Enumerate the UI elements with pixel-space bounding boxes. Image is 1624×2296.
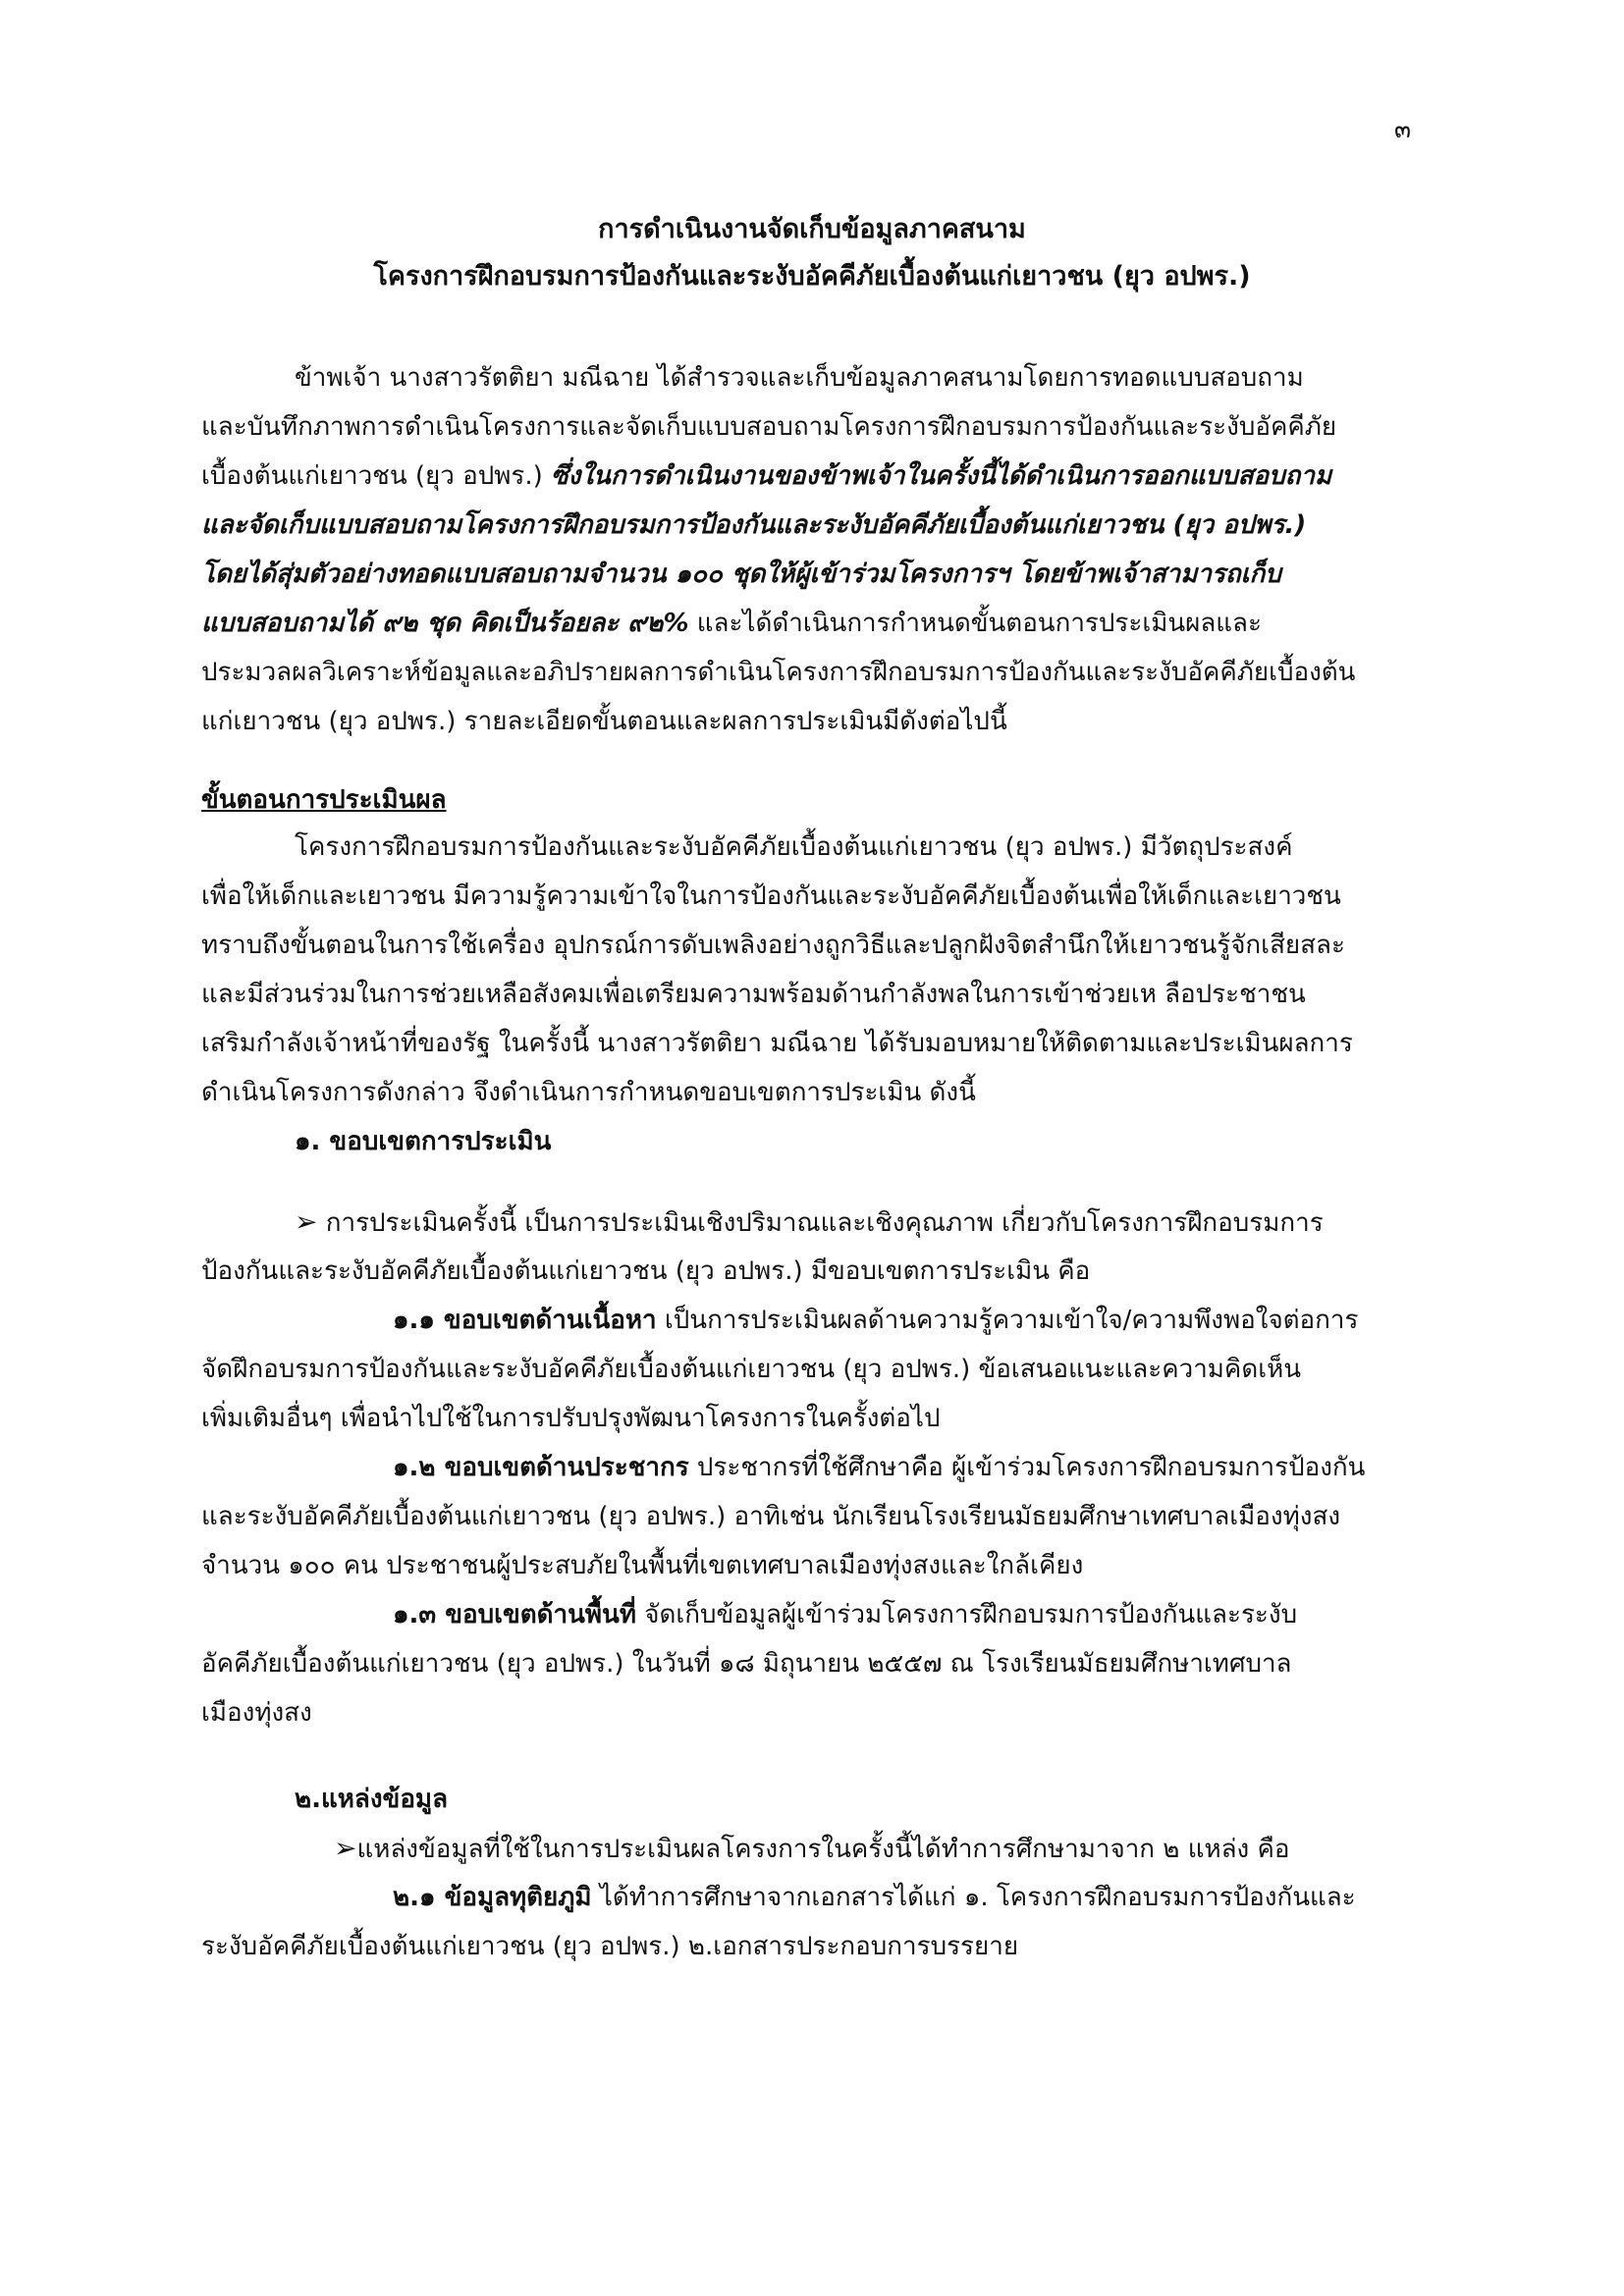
scope-1-3-line-3: เมืองทุ่งสง	[201, 1698, 312, 1728]
scope-1-1-label: ๑.๑ ขอบเขตด้านเนื้อหา	[393, 1306, 657, 1335]
steps-line-4: และมีส่วนร่วมในการช่วยเหลือสังคมเพื่อเตรียมความพร้อมด้านกำลังพลในการเข้าช่วยเห ลือประชาชน	[201, 980, 1306, 1009]
steps-line-6: ดำเนินโครงการดังกล่าว จึงดำเนินการกำหนดขอบเขตการประเมิน ดังนี้	[201, 1078, 976, 1107]
arrow-bullet-icon: ➢	[295, 1205, 318, 1238]
intro-line-3-emphasis: ซึ่งในการดำเนินงานของข้าพเจ้าในครั้งนี้ได้ดำเนินการออกแบบสอบถาม	[551, 461, 1332, 491]
sources-2-1-label: ๒.๑ ข้อมูลทุติยภูมิ	[393, 1883, 592, 1912]
scope-1-2-line-3: จำนวน ๑๐๐ คน ประชาชนผู้ประสบภัยในพื้นที่เขตเทศบาลเมืองทุ่งสงและใกล้เคียง	[201, 1551, 1084, 1580]
scope-1-3-text: จัดเก็บข้อมูลผู้เข้าร่วมโครงการฝึกอบรมการป้องกันและระงับ	[635, 1600, 1298, 1629]
scope-1-1-line-1	[393, 1298, 1434, 1343]
scope-bullet-text: การประเมินครั้งนี้ เป็นการประเมินเชิงปริมาณและเชิงคุณภาพ เกี่ยวกับโครงการฝึกอบรมการ	[317, 1208, 1324, 1238]
scope-bullet-line-1	[295, 1200, 1434, 1246]
scope-1-3-line-2: อัคคีภัยเบื้องต้นแก่เยาวชน (ยุว อปพร.) ในวันที่ ๑๘ มิถุนายน ๒๕๕๗ ณ โรงเรียนมัธยมศึกษาเทศบาล	[201, 1649, 1292, 1679]
intro-line-2: และบันทึกภาพการดำเนินโครงการและจัดเก็บแบบสอบถามโครงการฝึกอบรมการป้องกันและระงับอัคคีภัย	[201, 412, 1337, 442]
intro-line-1: ข้าพเจ้า นางสาวรัตติยา มณีฉาย ได้สำรวจและเก็บข้อมูลภาคสนามโดยการทอดแบบสอบถาม	[295, 363, 1304, 393]
section-heading-steps: ขั้นตอนการประเมินผล	[201, 785, 447, 815]
scope-1-3-label: ๑.๓ ขอบเขตด้านพื้นที่	[393, 1600, 636, 1629]
sources-2-1-text: ได้ทำการศึกษาจากเอกสารได้แก่ ๑. โครงการฝึกอบรมการป้องกันและ	[591, 1883, 1356, 1912]
intro-line-3	[201, 454, 1434, 499]
scope-1-2-line-2: และระงับอัคคีภัยเบื้องต้นแก่เยาวชน (ยุว อปพร.) อาทิเช่น นักเรียนโรงเรียนมัธยมศึกษาเทศบาลเมืองทุ่งสง	[201, 1502, 1341, 1531]
scope-bullet-line-2: ป้องกันและระงับอัคคีภัยเบื้องต้นแก่เยาวชน (ยุว อปพร.) มีขอบเขตการประเมิน คือ	[201, 1256, 1091, 1286]
sources-2-1-line-2: ระงับอัคคีภัยเบื้องต้นแก่เยาวชน (ยุว อปพร.) ๒.เอกสารประกอบการบรรยาย	[201, 1932, 1019, 1961]
arrow-bullet-icon: ➢	[334, 1832, 357, 1864]
page-number: ๓	[1394, 115, 1412, 143]
intro-line-8: แก่เยาวชน (ยุว อปพร.) รายละเอียดขั้นตอนและผลการประเมินมีดังต่อไปนี้	[201, 707, 1007, 736]
scope-1-3-line-1	[393, 1592, 1434, 1637]
scope-1-1-line-3: เพิ่มเติมอื่นๆ เพื่อนำไปใช้ในการปรับปรุงพัฒนาโครงการในครั้งต่อไป	[201, 1404, 941, 1433]
scope-1-1-text: เป็นการประเมินผลด้านความรู้ความเข้าใจ/ความพึงพอใจต่อการ	[656, 1306, 1359, 1335]
steps-line-3: ทราบถึงขั้นตอนในการใช้เครื่อง อุปกรณ์การดับเพลิงอย่างถูกวิธีและปลูกฝังจิตสำนึกให้เยาวชนรู้จักเสียสละ	[201, 931, 1345, 960]
document-title	[147, 206, 1477, 300]
sources-bullet-line	[334, 1826, 1434, 1872]
scope-heading: ๑. ขอบเขตการประเมิน	[295, 1127, 552, 1156]
intro-line-6-plain: และได้ดำเนินการกำหนดขั้นตอนการประเมินผลและ	[688, 609, 1262, 638]
scope-1-2-text: ประชากรที่ใช้ศึกษาคือ ผู้เข้าร่วมโครงการฝึกอบรมการป้องกัน	[688, 1453, 1366, 1482]
steps-line-5: เสริมกำลังเจ้าหน้าที่ของรัฐ ในครั้งนี้ นางสาวรัตติยา มณีฉาย ได้รับมอบหมายให้ติดตามและประเมินผลการ	[201, 1029, 1353, 1058]
title-line-2: โครงการฝึกอบรมการป้องกันและระงับอัคคีภัยเบื้องต้นแก่เยาวชน (ยุว อปพร.)	[373, 261, 1251, 292]
steps-line-2: เพื่อให้เด็กและเยาวชน มีความรู้ความเข้าใจในการป้องกันและระงับอัคคีภัยเบื้องต้นเพื่อให้เด็กและเยาวชน	[201, 881, 1341, 911]
intro-line-5: โดยได้สุ่มตัวอย่างทอดแบบสอบถามจำนวน ๑๐๐ ชุดให้ผู้เข้าร่วมโครงการฯ โดยข้าพเจ้าสามารถเก็บ	[201, 560, 1281, 589]
intro-line-3-plain: เบื้องต้นแก่เยาวชน (ยุว อปพร.)	[201, 461, 552, 491]
intro-line-7: ประมวลผลวิเคราะห์ข้อมูลและอภิปรายผลการดำเนินโครงการฝึกอบรมการป้องกันและระงับอัคคีภัยเบื้องต้น	[201, 658, 1356, 687]
sources-bullet-text: แหล่งข้อมูลที่ใช้ในการประเมินผลโครงการในครั้งนี้ได้ทำการศึกษามาจาก ๒ แหล่ง คือ	[356, 1835, 1290, 1864]
steps-line-1: โครงการฝึกอบรมการป้องกันและระงับอัคคีภัยเบื้องต้นแก่เยาวชน (ยุว อปพร.) มีวัตถุประสงค์	[295, 832, 1293, 862]
intro-line-6	[201, 601, 1434, 646]
title-line-1: การดำเนินงานจัดเก็บข้อมูลภาคสนาม	[598, 214, 1026, 244]
intro-line-6-emphasis: แบบสอบถามได้ ๙๒ ชุด คิดเป็นร้อยละ ๙๒%	[201, 609, 689, 638]
scope-1-1-line-2: จัดฝึกอบรมการป้องกันและระงับอัคคีภัยเบื้องต้นแก่เยาวชน (ยุว อปพร.) ข้อเสนอแนะและความคิดเห็น	[201, 1355, 1302, 1384]
intro-line-4: และจัดเก็บแบบสอบถามโครงการฝึกอบรมการป้องกันและระงับอัคคีภัยเบื้องต้นแก่เยาวชน (ยุว อปพร.)	[201, 510, 1307, 540]
sources-2-1-line-1	[393, 1875, 1434, 1920]
scope-1-2-label: ๑.๒ ขอบเขตด้านประชากร	[393, 1453, 689, 1482]
scope-1-2-line-1	[393, 1445, 1434, 1490]
sources-heading: ๒.แหล่งข้อมูล	[295, 1785, 448, 1814]
